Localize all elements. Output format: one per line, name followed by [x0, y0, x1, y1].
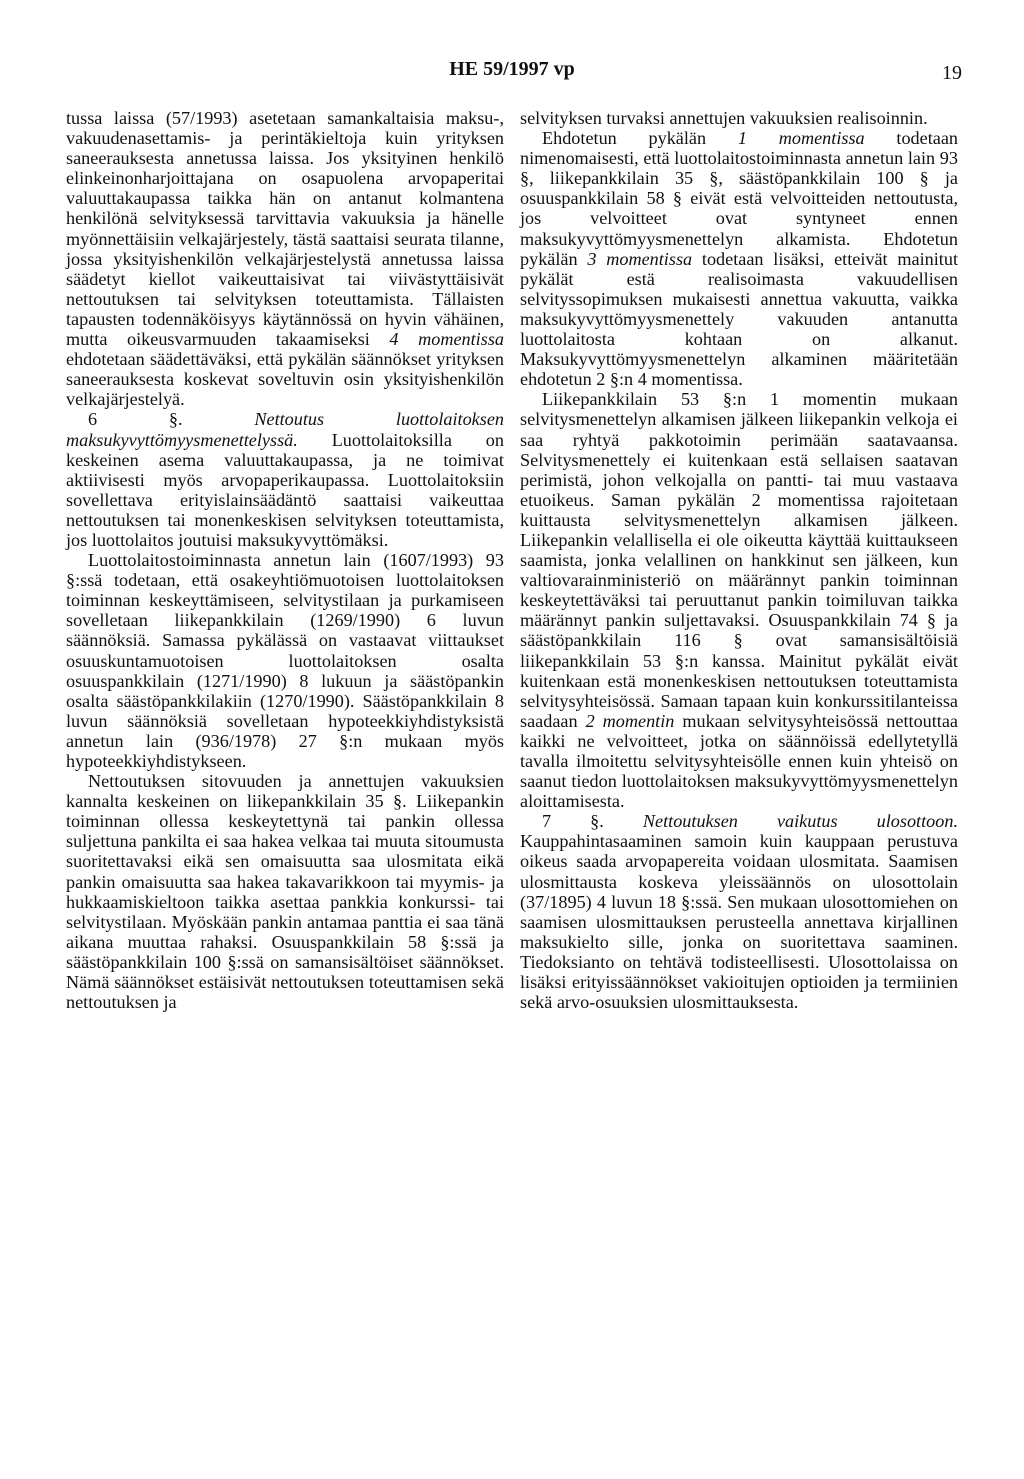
- page-number: 19: [942, 62, 962, 84]
- text-run: Liikepankkilain 53 §:n 1 momentin mukaan selvitysmenettelyn alkamisen jälkeen liikepankin velkoja ei saa ryhtyä pakkotoimin perimään saatavaansa. Selvitysmenettely ei kuitenkaan estä sellaisen saatavan perimistä, johon velkojalla on pantti- tai muu vastaava etuoikeus. Saman pykälän 2 momentissa rajoitetaan kuittausta selvitysmenettelyn alkamisen jälkeen. Liikepankin velallisella ei ole oikeutta käyttää kuittaukseen saamista, jonka velallinen on hankkinut sen jälkeen, kun valtiovarainministeriö on määrännyt pankin toiminnan keskeytettäväksi tai peruuttanut pankin toimiluvan taikka määrännyt pankin suljettavaksi. Osuuspankkilain 74 § ja säästöpankkilain 116 § ovat samansisältöisiä liikepankkilain 53 §:n kanssa. Mainitut pykälät eivät kuitenkaan estä monenkeskisen nettoutuksen toteuttamista selvitysyhteisössä. Samaan tapaan kuin konkurssitilanteissa saadaan: [520, 389, 958, 731]
- paragraph: [66, 409, 504, 550]
- text-run: Luottolaitoksilla on keskeinen asema valuuttakaupassa, ja ne toimivat aktiivisesti myös arvopaperikaupassa. Luottolaitoksiin sovellettava erityislainsäädäntö saattaisi vaikeuttaa nettoutuksen tai monenkeskisen selvityksen toteuttamista, jos luottolaitos joutuisi maksukyvyttömäksi.: [66, 429, 504, 550]
- italic-text: Nettoutuksen vaikutus ulosottoon.: [642, 811, 958, 832]
- italic-text: 4 momentissa: [389, 329, 504, 350]
- text-run: ehdotetaan säädettäväksi, että pykälän säännökset yrityksen saneerauksesta koskevat soveltuvin osin yksityishenkilön velkajärjestelyä.: [66, 349, 504, 410]
- text-run: 7 §.: [542, 811, 643, 832]
- text-run: todetaan nimenomaisesti, että luottolaitostoiminnasta annetun lain 93 §, liikepankkilain 35 §, säästöpankkilain 100 § ja osuuspankkilain 58 § eivät estä velvoitteiden nettoutusta, jos velvoitteet ovat syntyneet ennen maksukyvyttömyysmenettelyn alkamista. Ehdotetun pykälän: [520, 128, 958, 269]
- italic-text: 2 momentin: [585, 710, 675, 731]
- paragraph: [520, 128, 958, 389]
- paragraph: [66, 108, 504, 409]
- text-run: tussa laissa (57/1993) asetetaan samankaltaisia maksu-, vakuudenasettamis- ja perintäkieltoja kuin yrityksen saneerauksesta annetussa laissa. Jos yksityinen henkilö elinkeinonharjoittajana on osapuolena arvopaperitai valuuttakaupassa taikka hän on antanut kolmantena henkilönä selvityksessä tarvittavia vakuuksia ja hänelle myönnettäisiin velkajärjestely, tästä saattaisi seurata tilanne, jossa yksityishenkilön velkajärjestelystä annetussa laissa säädetyt kiellot vaikeuttaisivat tai viivästyttäisivät nettoutuksen tai selvityksen toteuttamista. Tällaisten tapausten todennäköisyys käytännössä on hyvin vähäinen, mutta oikeusvarmuuden takaamiseksi: [66, 108, 504, 350]
- text-run: Ehdotetun pykälän: [542, 128, 738, 149]
- document-header-title: HE 59/1997 vp: [449, 58, 575, 80]
- italic-text: 1 momentissa: [737, 128, 865, 149]
- text-run: 6 §.: [88, 409, 255, 430]
- right-column: [520, 108, 958, 1012]
- paragraph: [66, 550, 504, 771]
- paragraph: [520, 108, 958, 128]
- paragraph: [520, 389, 958, 811]
- text-run: mukaan selvitysyhteisössä nettouttaa kaikki ne velvoitteet, jotka on säännöissä edellytetyllä tavalla ilmoitettu selvitysyhteisölle ennen kuin yhteisö on saanut tiedon luottolaitoksen maksukyvyttömyysmenettelyn aloittamisesta.: [520, 710, 959, 812]
- text-run: Luottolaitostoiminnasta annetun lain (1607/1993) 93 §:ssä todetaan, että osakeyhtiömuotoisen luottolaitoksen toiminnan keskeyttämiseen, selvitystilaan ja purkamiseen sovelletaan liikepankkilain (1269/1990) 6 luvun säännöksiä. Samassa pykälässä on vastaavat viittaukset osuuskuntamuotoisen luottolaitoksen osalta osuuspankkilain (1271/1990) 8 lukuun ja säästöpankin osalta säästöpankkilakiin (1270/1990). Säästöpankkilain 8 luvun säännöksiä sovelletaan hypoteekkiyhdistyksistä annetun lain (936/1978) 27 §:n mukaan myös hypoteekkiyhdistykseen.: [66, 550, 504, 771]
- left-column: [66, 108, 504, 1012]
- italic-text: Nettoutus luottolaitoksen maksukyvyttömyysmenettelyssä.: [66, 409, 504, 450]
- text-run: todetaan lisäksi, etteivät mainitut pykälät estä realisoimasta vakuudellisen selvityssopimuksen mukaisesti annettua vakuutta, vaikka maksukyvyttömyysmenettely vakuuden antanutta luottolaitosta kohtaan on alkanut. Maksukyvyttömyysmenettelyn alkaminen määritetään ehdotetun 2 §:n 4 momentissa.: [520, 248, 959, 390]
- text-run: Kauppahintasaaminen samoin kuin kauppaan perustuva oikeus saada arvopapereita voidaan ulosmitata. Saamisen ulosmittausta koskeva yleissäännös on ulosottolain (37/1895) 4 luvun 18 §:ssä. Sen mukaan ulosottomiehen on saamisen ulosmittauksen perusteella annettava kirjallinen maksukielto sille, jonka on suoritettava saaminen. Tiedoksianto on tehtävä todisteellisesti. Ulosottolaissa on lisäksi erityissäännökset vakioitujen optioiden ja termiinien sekä arvo-osuuksien ulosmittauksesta.: [520, 831, 958, 1013]
- paragraph: [520, 811, 958, 1012]
- text-run: Nettoutuksen sitovuuden ja annettujen vakuuksien kannalta keskeinen on liikepankkilain 35 §. Liikepankin toiminnan ollessa keskeytettynä tai pankin ollessa suljettuna pankilta ei saa hakea velkaa tai muuta sitoumusta suoritettavaksi eikä sen omaisuutta saa ulosmitata eikä pankin omaisuutta saa hakea takavarikkoon tai myymis- ja hukkaamiskieltoon taikka asettaa pankkia konkurssi- tai selvitystilaan. Myöskään pankin antamaa panttia ei saa tänä aikana muuttaa rahaksi. Osuuspankkilain 58 §:ssä ja säästöpankkilain 100 §:ssä on samansisältöiset säännökset. Nämä säännökset estäisivät nettoutuksen toteuttamisen sekä nettoutuksen ja: [66, 771, 504, 1013]
- text-run: selvityksen turvaksi annettujen vakuuksien realisoinnin.: [520, 108, 928, 128]
- italic-text: 3 momentissa: [587, 248, 693, 269]
- paragraph: [66, 771, 504, 1012]
